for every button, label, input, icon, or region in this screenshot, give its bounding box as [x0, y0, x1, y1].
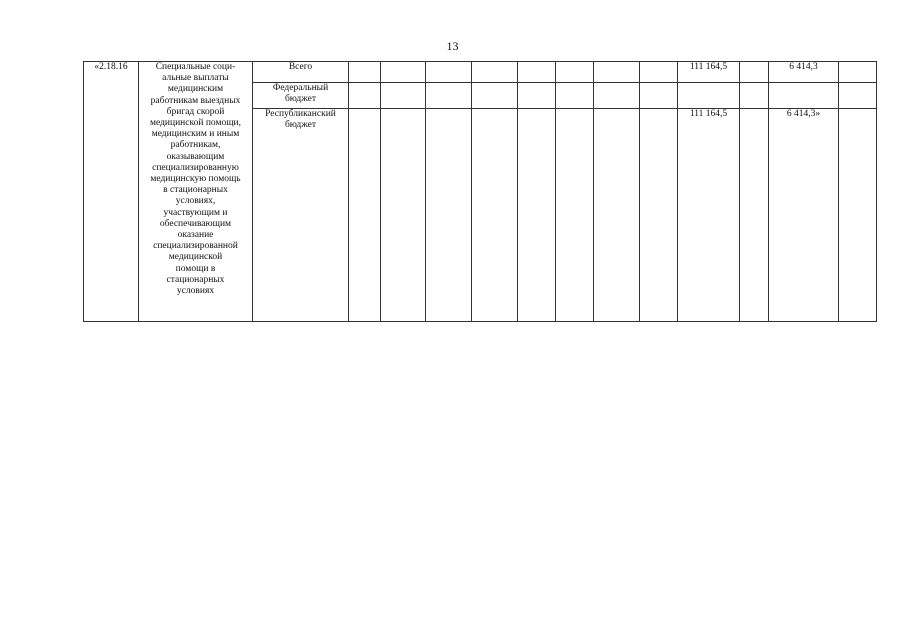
empty-cell [381, 109, 426, 322]
empty-cell [640, 109, 678, 322]
empty-cell [740, 83, 769, 109]
value-cell [769, 83, 839, 109]
value-cell [678, 83, 740, 109]
page-number: 13 [446, 39, 459, 53]
empty-cell [349, 62, 381, 83]
empty-cell [740, 109, 769, 322]
empty-cell [381, 62, 426, 83]
empty-cell [556, 83, 594, 109]
value-cell: 6 414,3 [769, 62, 839, 83]
empty-cell [349, 83, 381, 109]
empty-cell [594, 83, 640, 109]
empty-cell [381, 83, 426, 109]
empty-cell [472, 62, 518, 83]
empty-cell [556, 62, 594, 83]
empty-cell [472, 109, 518, 322]
empty-cell [426, 62, 472, 83]
empty-cell [839, 62, 877, 83]
empty-cell [556, 109, 594, 322]
value-cell: 111 164,5 [678, 109, 740, 322]
empty-cell [839, 109, 877, 322]
table-row [84, 62, 877, 83]
source-label: Республиканский бюджет [253, 109, 349, 322]
empty-cell [426, 109, 472, 322]
value-cell: 6 414,3» [769, 109, 839, 322]
empty-cell [640, 83, 678, 109]
row-code: «2.18.16 [84, 62, 139, 322]
empty-cell [518, 109, 556, 322]
value-cell: 111 164,5 [678, 62, 740, 83]
empty-cell [839, 83, 877, 109]
empty-cell [594, 62, 640, 83]
empty-cell [518, 62, 556, 83]
empty-cell [518, 83, 556, 109]
empty-cell [472, 83, 518, 109]
source-label: Всего [253, 62, 349, 83]
source-label: Федеральный бюджет [253, 83, 349, 109]
row-description: Специальные соци- альные выплаты медицинским работникам выездных бригад скорой медицинской помощи, медицинским и иным работникам, оказывающим специализированную медицинскую помощь в стационарных условиях, участвующим и обеспечивающим оказание специализированной медицинской помощи в стационарных условиях [139, 62, 253, 322]
empty-cell [594, 109, 640, 322]
empty-cell [349, 109, 381, 322]
empty-cell [426, 83, 472, 109]
empty-cell [740, 62, 769, 83]
budget-table [83, 61, 877, 322]
empty-cell [640, 62, 678, 83]
